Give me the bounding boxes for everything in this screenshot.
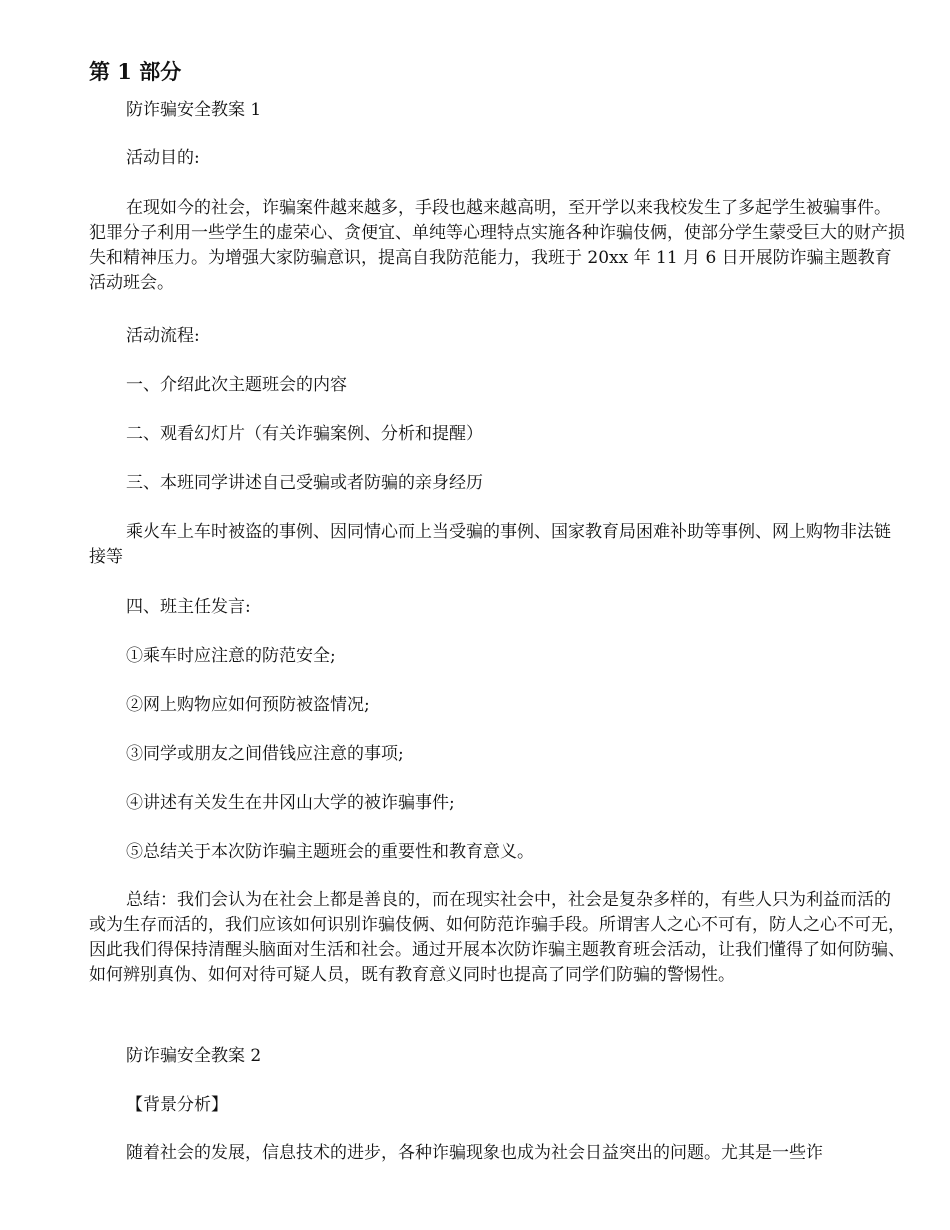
speech-point-five: ⑤总结关于本次防诈骗主题班会的重要性和教育意义。 bbox=[126, 842, 534, 862]
activity-purpose-label: 活动目的: bbox=[126, 148, 200, 168]
speech-point-two: ②网上购物应如何预防被盗情况; bbox=[126, 695, 370, 715]
process-step-two: 二、观看幻灯片（有关诈骗案例、分析和提醒） bbox=[126, 424, 483, 444]
activity-purpose-paragraph: 在现如今的社会，诈骗案件越来越多，手段也越来越高明，至开学以来我校发生了多起学生被骗事件。犯罪分子利用一些学生的虚荣心、贪便宜、单纯等心理特点实施各种诈骗伎俩，使部分学生蒙受巨大的财产损失和精神压力。为增强大家防骗意识，提高自我防范能力，我班于 20xx 年 11 月 6 日开展防诈骗主题教育活动班会。 bbox=[89, 198, 905, 293]
background-analysis-heading: 【背景分析】 bbox=[126, 1095, 228, 1115]
process-step-three: 三、本班同学讲述自己受骗或者防骗的亲身经历 bbox=[126, 473, 483, 493]
fraud-case-examples: 乘火车上车时被盗的事例、因同情心而上当受骗的事例、国家教育局困难补助等事例、网上购物非法链接等 bbox=[89, 522, 891, 567]
process-step-four: 四、班主任发言: bbox=[126, 597, 251, 617]
process-step-one: 一、介绍此次主题班会的内容 bbox=[126, 375, 347, 395]
lesson-plan-title-1: 防诈骗安全教案 1 bbox=[126, 100, 262, 120]
speech-point-four: ④讲述有关发生在井冈山大学的被诈骗事件; bbox=[126, 793, 455, 813]
speech-point-one: ①乘车时应注意的防范安全; bbox=[126, 646, 336, 666]
speech-point-three: ③同学或朋友之间借钱应注意的事项; bbox=[126, 744, 404, 764]
activity-process-label: 活动流程: bbox=[126, 326, 200, 346]
lesson-plan-title-2: 防诈骗安全教案 2 bbox=[126, 1046, 262, 1066]
background-analysis-paragraph: 随着社会的发展，信息技术的进步，各种诈骗现象也成为社会日益突出的问题。尤其是一些诈 bbox=[126, 1143, 823, 1163]
section-heading: 第 1 部分 bbox=[89, 59, 182, 84]
summary-paragraph: 总结：我们会认为在社会上都是善良的，而在现实社会中，社会是复杂多样的，有些人只为利益而活的或为生存而活的，我们应该如何识别诈骗伎俩、如何防范诈骗手段。所谓害人之心不可有，防人之心不可无，因此我们得保持清醒头脑面对生活和社会。通过开展本次防诈骗主题教育班会活动，让我们懂得了如何防骗、如何辨别真伪、如何对待可疑人员，既有教育意义同时也提高了同学们防骗的警惕性。 bbox=[89, 890, 905, 985]
